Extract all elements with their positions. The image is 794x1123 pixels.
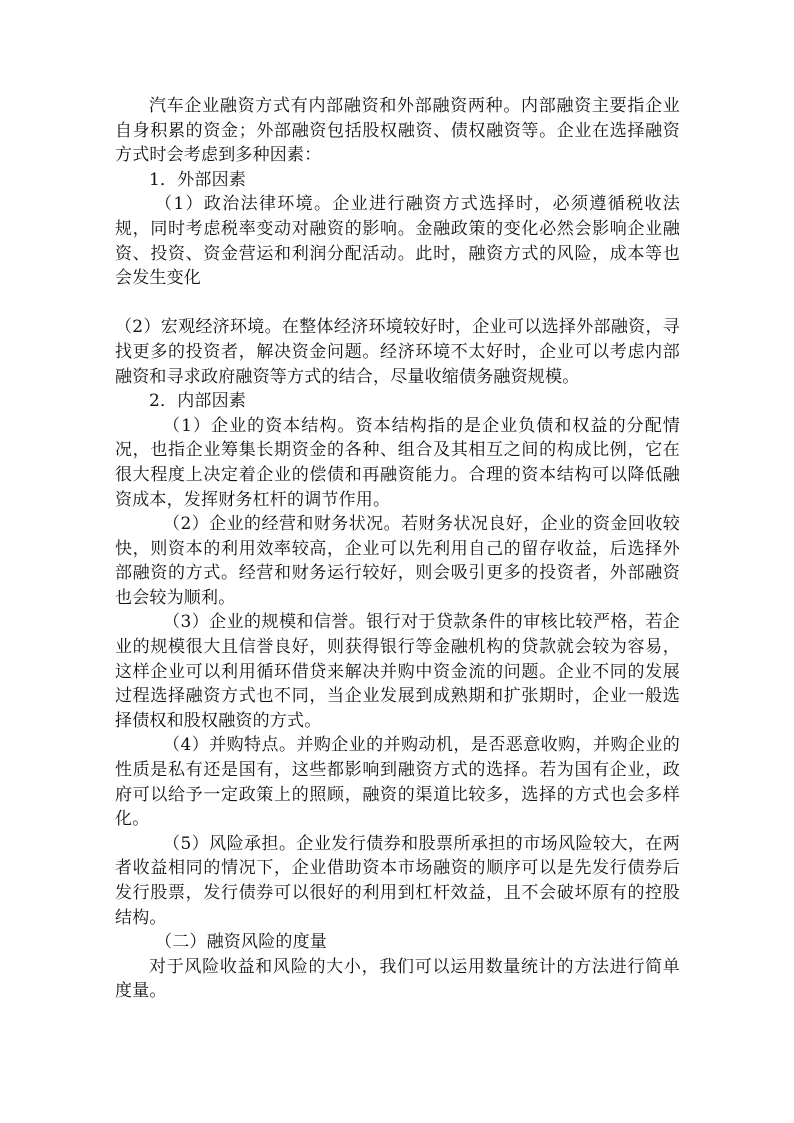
paragraph-capital-structure: （1）企业的资本结构。资本结构指的是企业负债和权益的分配情况，也指企业筹集长期资金的各种、组合及其相互之间的构成比例，它在很大程度上决定着企业的偿债和再融资能力。合理的资本结构可以降低融资成本，发挥财务杠杆的调节作用。 — [115, 415, 680, 510]
paragraph-macro-economy: （2）宏观经济环境。在整体经济环境较好时，企业可以选择外部融资，寻找更多的投资者，解决资金问题。经济环境不太好时，企业可以考虑内部融资和寻求政府融资等方式的结合，尽量收缩债务融资规模。 — [115, 317, 680, 387]
paragraph-operations-finance: （2）企业的经营和财务状况。若财务状况良好，企业的资金回收较快，则资本的利用效率较高，企业可以先利用自己的留存收益，后选择外部融资的方式。经营和财务运行较好，则会吸引更多的投资者，外部融资也会较为顺利。 — [115, 514, 680, 608]
paragraph-measurement-method: 对于风险收益和风险的大小，我们可以运用数量统计的方法进行简单度量。 — [115, 956, 680, 1002]
document-page — [115, 94, 680, 1004]
section-heading-internal-factors: 2．内部因素 — [149, 391, 247, 412]
section-heading-external-factors: 1．外部因素 — [149, 169, 247, 190]
intro-paragraph: 汽车企业融资方式有内部融资和外部融资两种。内部融资主要指企业自身积累的资金；外部融资包括股权融资、债权融资等。企业在选择融资方式时会考虑到多种因素： — [115, 96, 680, 166]
paragraph-merger-features: （4）并购特点。并购企业的并购动机，是否恶意收购，并购企业的性质是私有还是国有，这些都影响到融资方式的选择。若为国有企业，政府可以给予一定政策上的照顾，融资的渠道比较多，选择的方式也会多样化。 — [115, 735, 680, 830]
blank-line — [115, 291, 680, 316]
paragraph-risk-bearing: （5）风险承担。企业发行债券和股票所承担的市场风险较大，在两者收益相同的情况下，企业借助资本市场融资的顺序可以是先发行债券后发行股票，发行债券可以很好的利用到杠杆效益，且不会破坏原有的控股结构。 — [115, 833, 680, 928]
section-heading-risk-measurement: （二）融资风险的度量 — [155, 932, 327, 953]
paragraph-scale-reputation: （3）企业的规模和信誉。银行对于贷款条件的审核比较严格，若企业的规模很大且信誉良好，则获得银行等金融机构的贷款就会较为容易，这样企业可以利用循环借贷来解决并购中资金流的问题。企业不同的发展过程选择融资方式也不同，当企业发展到成熟期和扩张期时，企业一般选择债权和股权融资的方式。 — [115, 612, 680, 731]
paragraph-political-legal: （1）政治法律环境。企业进行融资方式选择时，必须遵循税收法规，同时考虑税率变动对融资的影响。金融政策的变化必然会影响企业融资、投资、资金营运和利润分配活动。此时，融资方式的风险，成本等也会发生变化 — [115, 194, 680, 289]
